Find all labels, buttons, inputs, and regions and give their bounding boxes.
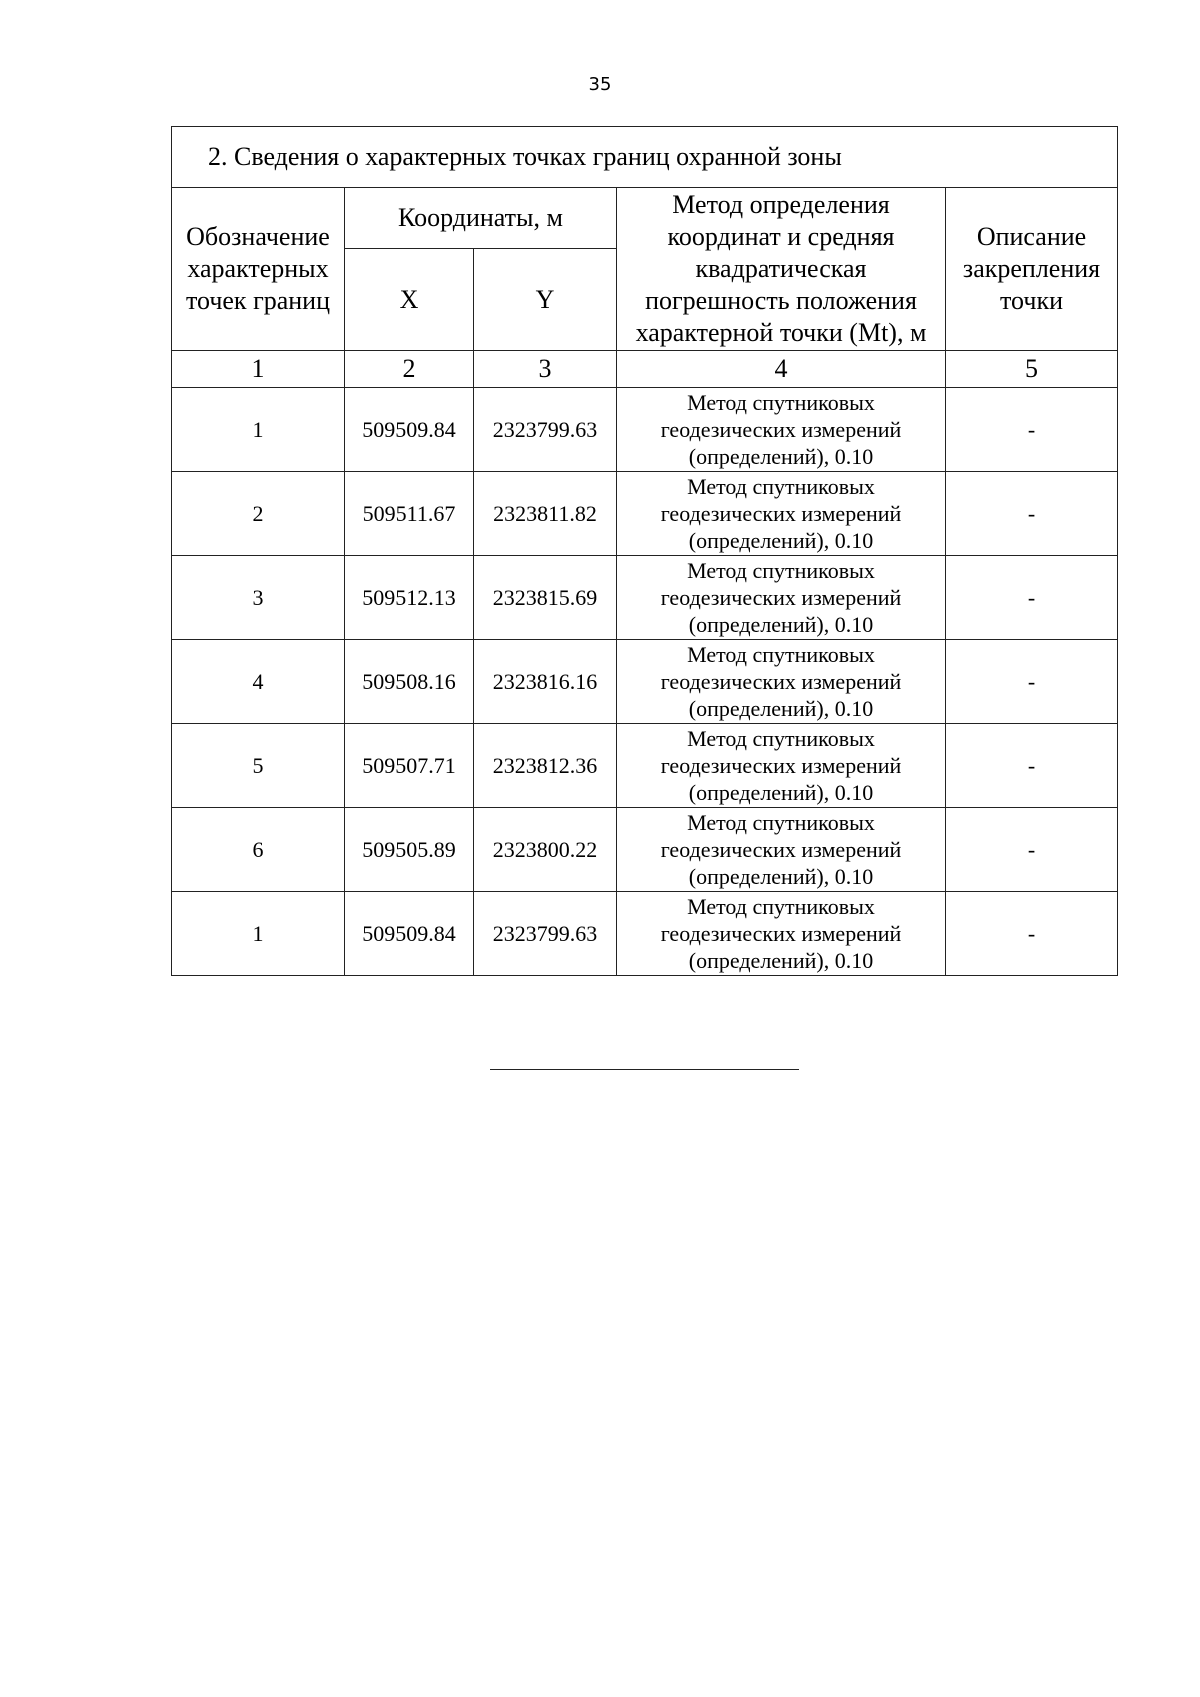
description-cell: - xyxy=(946,388,1118,472)
column-number: 1 xyxy=(172,351,345,388)
method-line: геодезических измерений xyxy=(660,837,902,862)
method-line: (определений), 0.10 xyxy=(688,528,874,553)
header-method-line: характерной точки (Mt), м xyxy=(635,318,927,347)
method-line: Метод спутниковых xyxy=(687,390,875,415)
column-number: 3 xyxy=(474,351,617,388)
header-method-line: погрешность положения xyxy=(645,286,917,315)
method-line: (определений), 0.10 xyxy=(688,864,874,889)
column-number: 5 xyxy=(946,351,1118,388)
x-coordinate-cell: 509511.67 xyxy=(345,472,474,556)
point-id-cell: 6 xyxy=(172,808,345,892)
method-line: геодезических измерений xyxy=(660,501,902,526)
description-cell: - xyxy=(946,892,1118,976)
column-number-row xyxy=(172,351,1118,388)
table-title: 2. Сведения о характерных точках границ охранной зоны xyxy=(172,127,1118,188)
x-coordinate-cell: 509509.84 xyxy=(345,388,474,472)
column-number: 2 xyxy=(345,351,474,388)
header-description xyxy=(946,188,1118,351)
method-line: (определений), 0.10 xyxy=(688,780,874,805)
header-method-line: квадратическая xyxy=(695,254,867,283)
table-row xyxy=(172,556,1118,640)
description-cell: - xyxy=(946,808,1118,892)
description-cell: - xyxy=(946,556,1118,640)
method-line: геодезических измерений xyxy=(660,585,902,610)
header-designation-line: точек границ xyxy=(185,286,331,315)
method-cell xyxy=(617,640,946,724)
description-cell: - xyxy=(946,472,1118,556)
method-line: геодезических измерений xyxy=(660,669,902,694)
boundary-points-table xyxy=(171,126,1118,976)
point-id-cell: 4 xyxy=(172,640,345,724)
table-row xyxy=(172,388,1118,472)
method-cell xyxy=(617,556,946,640)
header-method xyxy=(617,188,946,351)
y-coordinate-cell: 2323815.69 xyxy=(474,556,617,640)
method-line: Метод спутниковых xyxy=(687,642,875,667)
header-designation-line: Обозначение xyxy=(186,222,330,251)
header-method-line: Метод определения xyxy=(672,190,890,219)
method-cell xyxy=(617,724,946,808)
header-designation xyxy=(172,188,345,351)
method-cell xyxy=(617,892,946,976)
method-line: Метод спутниковых xyxy=(687,474,875,499)
method-cell xyxy=(617,808,946,892)
method-line: Метод спутниковых xyxy=(687,894,875,919)
table-row xyxy=(172,724,1118,808)
table-row xyxy=(172,892,1118,976)
y-coordinate-cell: 2323799.63 xyxy=(474,892,617,976)
table-row xyxy=(172,472,1118,556)
header-y: Y xyxy=(474,249,617,351)
table-row xyxy=(172,640,1118,724)
y-coordinate-cell: 2323800.22 xyxy=(474,808,617,892)
header-coordinates: Координаты, м xyxy=(345,188,617,249)
header-designation-line: характерных xyxy=(187,254,329,283)
x-coordinate-cell: 509512.13 xyxy=(345,556,474,640)
y-coordinate-cell: 2323816.16 xyxy=(474,640,617,724)
table-row xyxy=(172,808,1118,892)
page-number: 35 xyxy=(588,74,612,95)
header-x: X xyxy=(345,249,474,351)
method-line: (определений), 0.10 xyxy=(688,696,874,721)
x-coordinate-cell: 509505.89 xyxy=(345,808,474,892)
header-description-line: закрепления xyxy=(962,254,1101,283)
method-cell xyxy=(617,388,946,472)
x-coordinate-cell: 509508.16 xyxy=(345,640,474,724)
point-id-cell: 3 xyxy=(172,556,345,640)
description-cell: - xyxy=(946,640,1118,724)
header-method-line: координат и средняя xyxy=(667,222,895,251)
method-line: Метод спутниковых xyxy=(687,726,875,751)
x-coordinate-cell: 509509.84 xyxy=(345,892,474,976)
x-coordinate-cell: 509507.71 xyxy=(345,724,474,808)
header-row-1 xyxy=(172,188,1118,249)
table-title-row xyxy=(172,127,1118,188)
method-line: геодезических измерений xyxy=(660,417,902,442)
point-id-cell: 1 xyxy=(172,892,345,976)
column-number: 4 xyxy=(617,351,946,388)
method-line: Метод спутниковых xyxy=(687,810,875,835)
point-id-cell: 5 xyxy=(172,724,345,808)
end-of-section-rule xyxy=(490,1069,799,1070)
point-id-cell: 1 xyxy=(172,388,345,472)
y-coordinate-cell: 2323799.63 xyxy=(474,388,617,472)
method-cell xyxy=(617,472,946,556)
method-line: (определений), 0.10 xyxy=(688,612,874,637)
point-id-cell: 2 xyxy=(172,472,345,556)
method-line: Метод спутниковых xyxy=(687,558,875,583)
method-line: (определений), 0.10 xyxy=(688,948,874,973)
method-line: геодезических измерений xyxy=(660,921,902,946)
method-line: (определений), 0.10 xyxy=(688,444,874,469)
method-line: геодезических измерений xyxy=(660,753,902,778)
header-description-line: Описание xyxy=(976,222,1087,251)
y-coordinate-cell: 2323811.82 xyxy=(474,472,617,556)
header-description-line: точки xyxy=(1000,286,1063,315)
y-coordinate-cell: 2323812.36 xyxy=(474,724,617,808)
description-cell: - xyxy=(946,724,1118,808)
